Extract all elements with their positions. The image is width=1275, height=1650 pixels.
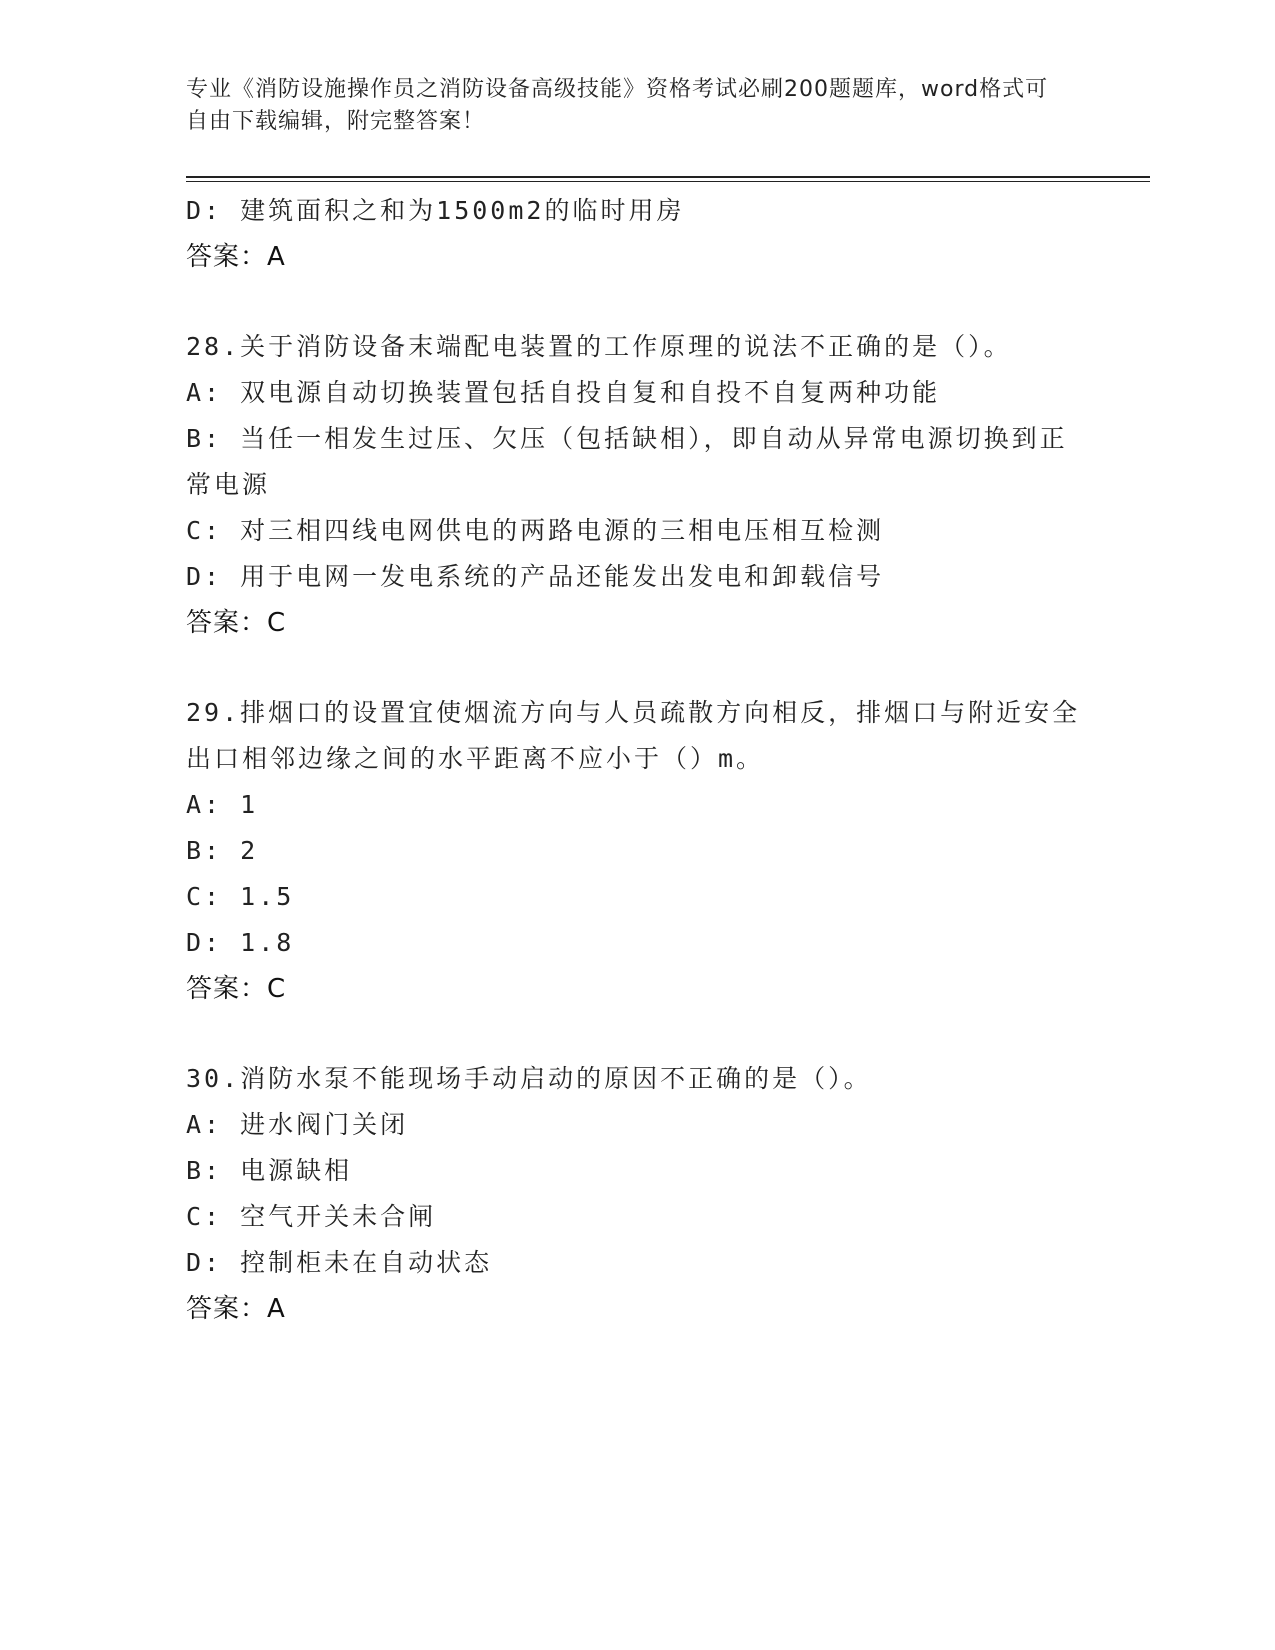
option-c: C: 空气开关未合闸 [186, 1202, 437, 1231]
option-d: D: 1.8 [186, 928, 295, 957]
question-28 [186, 324, 1086, 646]
option-b: B: 电源缺相 [186, 1156, 353, 1185]
option-c: C: 对三相四线电网供电的两路电源的三相电压相互检测 [186, 516, 885, 545]
question-list [186, 188, 1086, 1332]
question-30 [186, 1056, 1086, 1332]
page-header: 专业《消防设施操作员之消防设备高级技能》资格考试必刷200题题库，word格式可自由下载编辑，附完整答案！ [186, 77, 1049, 134]
option-a: A: 1 [186, 790, 259, 819]
answer-line: 答案：C [186, 608, 287, 638]
question-stem: 28.关于消防设备末端配电装置的工作原理的说法不正确的是（）。 [186, 332, 1012, 361]
option-d: D: 用于电网一发电系统的产品还能发出发电和卸载信号 [186, 562, 885, 591]
question-29 [186, 690, 1086, 1012]
option-b: B: 当任一相发生过压、欠压（包括缺相），即自动从异常电源切换到正常电源 [186, 424, 1068, 499]
option-a: A: 双电源自动切换装置包括自投自复和自投不自复两种功能 [186, 378, 941, 407]
answer-line: 答案：C [186, 974, 287, 1004]
header-divider-thin [186, 181, 1150, 182]
option-a: A: 进水阀门关闭 [186, 1110, 409, 1139]
answer-line: 答案：A [186, 242, 286, 272]
option-c: C: 1.5 [186, 882, 295, 911]
answer-line: 答案：A [186, 1294, 286, 1324]
option-d: D: 建筑面积之和为1500m2的临时用房 [186, 196, 685, 225]
question-stem: 29.排烟口的设置宜使烟流方向与人员疏散方向相反，排烟口与附近安全出口相邻边缘之间的水平距离不应小于（）m。 [186, 698, 1081, 773]
question-stem: 30.消防水泵不能现场手动启动的原因不正确的是（）。 [186, 1064, 872, 1093]
option-d: D: 控制柜未在自动状态 [186, 1248, 493, 1277]
option-b: B: 2 [186, 836, 259, 865]
header-divider-thick [186, 176, 1150, 178]
